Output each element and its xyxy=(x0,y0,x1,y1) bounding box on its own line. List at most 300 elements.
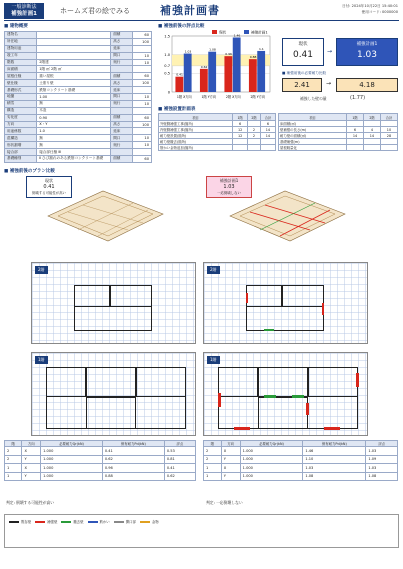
results-before-row xyxy=(5,464,196,473)
design-table-right-cell xyxy=(347,145,364,151)
floor1-label: 1階 xyxy=(35,356,48,364)
overview-value: 無 xyxy=(37,142,111,149)
page-subtitle: ホームズ君の絵でみる xyxy=(60,7,130,15)
overview-side-value xyxy=(132,107,151,114)
overview-side-value xyxy=(132,66,151,73)
design-table-cell: 内壁側補強工事(箇所) xyxy=(159,127,233,133)
design-table-cell: 14 xyxy=(260,133,275,139)
results-before-row xyxy=(5,472,196,481)
results-before-cell: Y xyxy=(22,472,41,481)
results-before-cell: 1.000 xyxy=(41,472,103,481)
overview-side-key: 高さ xyxy=(111,80,132,87)
overview-row xyxy=(5,66,152,73)
legend-label: 筋かい xyxy=(99,520,110,524)
after-score-label: 補強計画1 xyxy=(356,42,378,47)
results-before-header: 方向 xyxy=(22,441,41,447)
overview-side-value: 10 xyxy=(132,59,151,66)
chart-tick-label: 0 xyxy=(167,90,170,95)
arrow-icon: → xyxy=(327,48,333,55)
overview-side-value xyxy=(132,45,151,52)
chart-bar xyxy=(208,52,216,92)
chart-bar xyxy=(257,51,265,92)
plan-after-floor1 xyxy=(203,352,368,436)
results-after-cell: 1.10 xyxy=(303,455,366,464)
overview-value: 土塗り壁 xyxy=(37,80,111,87)
results-after-row xyxy=(204,472,398,481)
overview-row xyxy=(5,107,152,114)
plan-room xyxy=(86,367,136,397)
results-before-header: 必要耐力Qr(kN) xyxy=(41,441,103,447)
reinforced-wall xyxy=(246,293,248,303)
results-after-row xyxy=(204,447,398,456)
overview-value: Ⅱ ひび割れのある鉄筋コンクリート基礎 xyxy=(37,156,111,163)
results-after-cell: 1.03 xyxy=(303,464,366,473)
results-before-cell: 1 xyxy=(5,472,22,481)
chart-legend-label: 現状 xyxy=(219,30,227,35)
design-table-right-cell: 28 xyxy=(380,133,397,139)
overview-side-key: 奥行 xyxy=(111,142,132,149)
results-after-header: 評点 xyxy=(366,441,398,447)
design-table-right-cell: 14 xyxy=(347,133,364,139)
after-badge-value: 1.03 xyxy=(223,184,235,190)
legend-label: 金物 xyxy=(151,520,159,524)
legend-swatch xyxy=(140,521,150,523)
overview-side-value xyxy=(132,149,151,156)
overview-key: 形状割増 xyxy=(5,142,37,149)
plan-room xyxy=(308,367,358,397)
results-after-cell: 2 xyxy=(204,447,222,456)
overview-key: 用途係数 xyxy=(5,128,37,135)
plan-room xyxy=(110,285,152,307)
results-after-header: 保有耐力Pd(kN) xyxy=(303,441,366,447)
overview-value: 無 xyxy=(37,100,111,107)
results-after-cell: X xyxy=(221,464,240,473)
chart-data-label: 1.46 xyxy=(233,33,241,38)
legend-item xyxy=(9,519,31,524)
overview-key: 基礎形式 xyxy=(5,87,37,94)
chart-tick-label: 0.7 xyxy=(164,64,170,69)
overview-row xyxy=(5,59,152,66)
overview-row xyxy=(5,38,152,45)
chart-legend-swatch xyxy=(212,30,217,34)
design-table-right-header: 合計 xyxy=(380,114,397,121)
design-table-cell xyxy=(248,145,261,151)
results-before-cell: 0.41 xyxy=(102,447,164,456)
plan-room xyxy=(282,285,324,307)
overview-value: 1階 ㎡ 2階 ㎡ xyxy=(37,66,111,73)
design-table-header: 1階 xyxy=(233,114,248,121)
upper-score-caption: ■ 補強前後の必要耐力比較 xyxy=(282,71,327,75)
removed-wall xyxy=(264,329,274,331)
score-bar-chart xyxy=(158,30,276,105)
overview-side-value: 10 xyxy=(132,94,151,101)
design-table-cell: 2 xyxy=(248,127,261,133)
section-plans: ■ 補強前後のプラン比較 xyxy=(4,168,55,174)
overview-key: 積雪 xyxy=(5,100,37,107)
results-before-cell: 2 xyxy=(5,455,22,464)
overview-row xyxy=(5,100,152,107)
overview-key: 床面積 xyxy=(5,66,37,73)
chart-data-label: 0.62 xyxy=(200,64,208,69)
overview-row xyxy=(5,52,152,59)
after-badge-caption: 一応倒壊しない xyxy=(217,191,241,195)
results-after-cell: 1.46 xyxy=(303,447,366,456)
arrow-icon-2: → xyxy=(326,80,332,87)
design-table-right-cell: 6 xyxy=(347,127,364,133)
results-after-cell: 1.08 xyxy=(366,472,398,481)
floor1-label: 1階 xyxy=(207,356,220,364)
results-after-cell: 1.000 xyxy=(240,472,303,481)
overview-key: 屋根仕様 xyxy=(5,73,37,80)
design-table-cell: 外壁側補強工事(箇所) xyxy=(159,121,233,127)
results-after-cell: 1.09 xyxy=(366,455,398,464)
overview-row xyxy=(5,73,152,80)
results-after-cell: 1 xyxy=(204,464,222,473)
chart-bar xyxy=(184,54,192,92)
section-design-table: ■ 補強設置計画表 xyxy=(158,106,195,112)
overview-side-key: 面積 xyxy=(111,73,132,80)
results-after-header: 方向 xyxy=(221,441,240,447)
upper-left-value: 2.41 xyxy=(282,78,322,92)
overview-side-value: 10 xyxy=(132,52,151,59)
chart-data-label: 0.41 xyxy=(176,72,183,77)
overview-key: 竣工年 xyxy=(5,52,37,59)
overview-value: 2階建 xyxy=(37,59,111,66)
overview-key: 混構造 xyxy=(5,135,37,142)
design-table-header: 項目 xyxy=(159,114,233,121)
reinforced-wall xyxy=(234,427,250,430)
after-3d-view xyxy=(220,186,350,246)
plan-room xyxy=(74,285,110,307)
design-table-right-cell: 基礎補強(m) xyxy=(279,139,347,145)
results-before-cell: 0.81 xyxy=(164,455,195,464)
chart-data-label: 1.03 xyxy=(184,49,192,54)
badge-top: 一般診断法 xyxy=(11,4,37,10)
legend-item xyxy=(61,519,83,524)
overview-row xyxy=(5,80,152,87)
results-before-cell: 1.000 xyxy=(41,455,103,464)
legend-label: 撤去壁 xyxy=(73,520,84,524)
report-date: 日付: 2024年10月22日 15:40:01 xyxy=(342,4,398,8)
overview-table xyxy=(4,31,152,163)
header-divider xyxy=(4,20,399,21)
overview-key: 地盤 xyxy=(5,94,37,101)
overview-side-value xyxy=(132,87,151,94)
chart-tick-label: 1.0 xyxy=(164,52,170,57)
score-ratio: (1.77) xyxy=(350,95,366,101)
overview-side-value: 100 xyxy=(132,121,151,128)
results-before-cell: 1 xyxy=(5,464,22,473)
overview-value: 接合部仕様 Ⅲ xyxy=(37,149,111,156)
results-before-cell: X xyxy=(22,464,41,473)
results-after-cell: Y xyxy=(221,472,240,481)
design-table-right-cell xyxy=(380,145,397,151)
overview-side-value: 60 xyxy=(132,32,151,39)
results-after-cell: 1.000 xyxy=(240,455,303,464)
design-table-right xyxy=(278,113,398,151)
chart-bar xyxy=(233,37,241,92)
overview-side-key xyxy=(111,149,132,156)
chart-bar xyxy=(249,59,257,92)
results-before-cell: 1.000 xyxy=(41,464,103,473)
overview-value: X・Y xyxy=(37,121,111,128)
overview-row xyxy=(5,156,152,163)
design-table-header: 2階 xyxy=(248,114,261,121)
overview-side-key: 高さ xyxy=(111,121,132,128)
current-score-label: 現状 xyxy=(298,42,308,47)
design-table-right-cell: 屋根軽量化 xyxy=(279,145,347,151)
legend-swatch xyxy=(88,521,98,523)
overview-value xyxy=(37,32,111,39)
design-table-header: 合計 xyxy=(260,114,275,121)
legend-item xyxy=(114,519,136,524)
chart-category-label: 1階 X方向 xyxy=(176,95,192,99)
before-badge-caption: 倒壊する可能性が高い xyxy=(32,191,66,195)
overview-side-key: 奥行 xyxy=(111,100,132,107)
results-before-cell: 0.62 xyxy=(164,472,195,481)
overview-row xyxy=(5,142,152,149)
reinforced-wall xyxy=(322,303,324,315)
chart-bar xyxy=(175,77,183,92)
chart-data-label: 0.96 xyxy=(225,52,232,57)
overview-side-key: 延床 xyxy=(111,45,132,52)
plan-room xyxy=(46,367,86,397)
results-before-cell: 0.88 xyxy=(102,472,164,481)
results-before-cell: 1.000 xyxy=(41,447,103,456)
section-eval-chart: ■ 補強前後の評点比較 xyxy=(158,23,204,29)
chart-legend-label: 補強計画1 xyxy=(251,30,268,35)
overview-row xyxy=(5,45,152,52)
design-table-right-header: 項目 xyxy=(279,114,347,121)
overview-value xyxy=(37,38,111,45)
results-before-header: 評点 xyxy=(164,441,195,447)
overview-key: 建物用途 xyxy=(5,45,37,52)
floor2-label: 2階 xyxy=(35,266,48,274)
design-table-cell: 6 xyxy=(260,121,275,127)
design-table-right-cell: 耐力壁の面積(㎡) xyxy=(279,133,347,139)
results-before-row xyxy=(5,447,196,456)
plan-room xyxy=(258,397,308,429)
results-before-cell: 0.96 xyxy=(102,464,164,473)
user-code: 使用コード: 0000000 xyxy=(361,10,398,14)
results-before-table xyxy=(4,440,196,481)
after-score-value: 1.03 xyxy=(356,50,378,60)
overview-key: 劣化度 xyxy=(5,114,37,121)
overview-row xyxy=(5,114,152,121)
chart-data-label: 1.08 xyxy=(209,47,216,52)
results-before-row xyxy=(5,455,196,464)
design-table-cell: 耐力壁撤去(箇所) xyxy=(159,139,233,145)
reinforced-wall xyxy=(324,427,340,430)
results-after-cell: 1.08 xyxy=(303,472,366,481)
before-badge-label: 現状 xyxy=(45,178,53,183)
overview-row xyxy=(5,121,152,128)
overview-value: 1.0 xyxy=(37,128,111,135)
design-table-cell: 耐力壁設置(箇所) xyxy=(159,133,233,139)
results-before-cell: X xyxy=(22,447,41,456)
plan-room xyxy=(86,397,136,429)
floor2-label: 2階 xyxy=(207,266,220,274)
design-table-cell: 12 xyxy=(233,133,248,139)
design-table-right-cell: 壁補強の長さ(m) xyxy=(279,127,347,133)
overview-row xyxy=(5,87,152,94)
reinforced-wall xyxy=(218,393,221,407)
current-score-value: 0.41 xyxy=(292,50,314,60)
overview-side-key: 面積 xyxy=(111,156,132,163)
results-after-cell: Y xyxy=(221,455,240,464)
overview-key: 所在地 xyxy=(5,38,37,45)
legend-swatch xyxy=(114,521,124,523)
design-table-cell: 14 xyxy=(260,127,275,133)
results-before-cell: Y xyxy=(22,455,41,464)
results-after-header: 階 xyxy=(204,441,222,447)
overview-value: 木造 xyxy=(37,107,111,114)
overview-side-key: 延床 xyxy=(111,128,132,135)
badge-bottom: 補強計画1 xyxy=(11,11,37,17)
legend-label: 既存壁 xyxy=(21,520,32,524)
legend-swatch xyxy=(9,521,19,523)
chart-tick-label: 0.5 xyxy=(164,71,170,76)
overview-side-value xyxy=(132,128,151,135)
overview-value: 0.90 xyxy=(37,114,111,121)
plan-room xyxy=(218,367,258,397)
legend-label: 開口部 xyxy=(125,520,136,524)
chart-category-label: 2階 X方向 xyxy=(225,95,241,99)
overview-side-value: 60 xyxy=(132,114,151,121)
plan-room xyxy=(246,285,282,307)
legend-label: 補強壁 xyxy=(47,520,58,524)
design-table-cell: 6 xyxy=(233,121,248,127)
plan-room xyxy=(136,367,186,397)
overview-key: 基礎種別 xyxy=(5,156,37,163)
plan-after-floor2 xyxy=(203,262,368,344)
overview-value: 鉄筋コンクリート基礎 xyxy=(37,87,111,94)
results-after-cell: 1.000 xyxy=(240,464,303,473)
overview-key: 建物名 xyxy=(5,32,37,39)
results-before-cell: 0.41 xyxy=(164,464,195,473)
overview-value: 重い屋根 xyxy=(37,73,111,80)
legend-swatch xyxy=(61,521,71,523)
design-table-cell xyxy=(233,145,248,151)
overview-side-key: 高さ xyxy=(111,38,132,45)
results-after-row xyxy=(204,464,398,473)
overview-row xyxy=(5,128,152,135)
design-table-right-header: 1階 xyxy=(347,114,364,121)
overview-side-key: 間口 xyxy=(111,94,132,101)
overview-side-value: 10 xyxy=(132,135,151,142)
overview-row xyxy=(5,94,152,101)
score-note: 補強した壁の量 xyxy=(300,96,327,101)
design-table-right-row xyxy=(279,145,398,151)
legend-swatch xyxy=(35,521,45,523)
chart-data-label: 0.88 xyxy=(249,55,257,60)
design-table-right-header: 2階 xyxy=(363,114,380,121)
design-table-cell xyxy=(260,145,275,151)
overview-key: 階数 xyxy=(5,59,37,66)
header-badge xyxy=(4,3,44,19)
overview-value xyxy=(37,45,111,52)
results-before-header: 階 xyxy=(5,441,22,447)
results-before-cell: 0.53 xyxy=(164,447,195,456)
design-table-right-cell: 床面積(㎡) xyxy=(279,121,347,127)
overview-row xyxy=(5,149,152,156)
design-table-right-header-row xyxy=(279,114,398,121)
overview-key: 方向 xyxy=(5,121,37,128)
section-overview: ■ 建物概要 xyxy=(4,23,28,29)
overview-side-value: 100 xyxy=(132,80,151,87)
design-table-right-cell xyxy=(363,145,380,151)
header-meta xyxy=(300,3,398,15)
overview-value xyxy=(37,52,111,59)
plan-before-floor2 xyxy=(31,262,196,344)
removed-wall xyxy=(292,395,304,398)
results-before-cell: 0.62 xyxy=(102,455,164,464)
legend-box xyxy=(4,514,399,548)
chart-category-label: 1階 Y方向 xyxy=(201,95,217,99)
after-score-box xyxy=(336,38,398,66)
design-table-right-cell: 10 xyxy=(380,127,397,133)
chart-bar xyxy=(224,56,232,92)
results-after-cell: 1 xyxy=(204,472,222,481)
upper-right-value: 4.18 xyxy=(336,78,398,92)
overview-side-value: 100 xyxy=(132,38,151,45)
results-after-table xyxy=(203,440,398,481)
overview-side-value: 60 xyxy=(132,73,151,80)
legend-item xyxy=(35,519,57,524)
overview-side-value: 60 xyxy=(132,156,151,163)
plan-before-floor1 xyxy=(31,352,196,436)
overview-side-key: 間口 xyxy=(111,52,132,59)
overview-row xyxy=(5,135,152,142)
after-badge-label: 補強計画1 xyxy=(219,178,239,183)
results-after-cell: 2 xyxy=(204,455,222,464)
results-after-cell: X xyxy=(221,447,240,456)
reinforced-wall xyxy=(306,403,309,415)
design-table-right-cell: 14 xyxy=(363,133,380,139)
results-after-cell: 1.03 xyxy=(366,447,398,456)
chart-tick-label: 1.5 xyxy=(164,34,170,39)
results-after-cell: 1.03 xyxy=(366,464,398,473)
overview-side-key: 間口 xyxy=(111,135,132,142)
chart-legend-swatch xyxy=(244,30,249,34)
design-table-cell: 筋かい金物追加(箇所) xyxy=(159,145,233,151)
overview-side-key xyxy=(111,66,132,73)
design-table-left xyxy=(158,113,276,151)
legend-item xyxy=(88,519,110,524)
after-judgement: 判定: 一応倒壊しない xyxy=(206,500,243,505)
overview-side-key: 面積 xyxy=(111,114,132,121)
results-after-row xyxy=(204,455,398,464)
chart-data-label: 1.1 xyxy=(259,46,264,51)
overview-value: 1.00 xyxy=(37,94,111,101)
removed-wall xyxy=(264,395,276,398)
design-table-row xyxy=(159,145,276,151)
page-title: 補強計画書 xyxy=(160,4,220,17)
design-table-header-row xyxy=(159,114,276,121)
current-score-box xyxy=(282,38,324,66)
results-after-cell: 1.000 xyxy=(240,447,303,456)
overview-side-value: 10 xyxy=(132,142,151,149)
legend-item xyxy=(140,519,159,524)
chart-category-label: 2階 Y方向 xyxy=(250,95,266,99)
design-table-cell: 12 xyxy=(233,127,248,133)
results-before-cell: 2 xyxy=(5,447,22,456)
overview-key: 構造 xyxy=(5,107,37,114)
results-before-header: 保有耐力Pd(kN) xyxy=(102,441,164,447)
overview-key: 壁仕様 xyxy=(5,80,37,87)
overview-row xyxy=(5,32,152,39)
overview-key: 接合部 xyxy=(5,149,37,156)
